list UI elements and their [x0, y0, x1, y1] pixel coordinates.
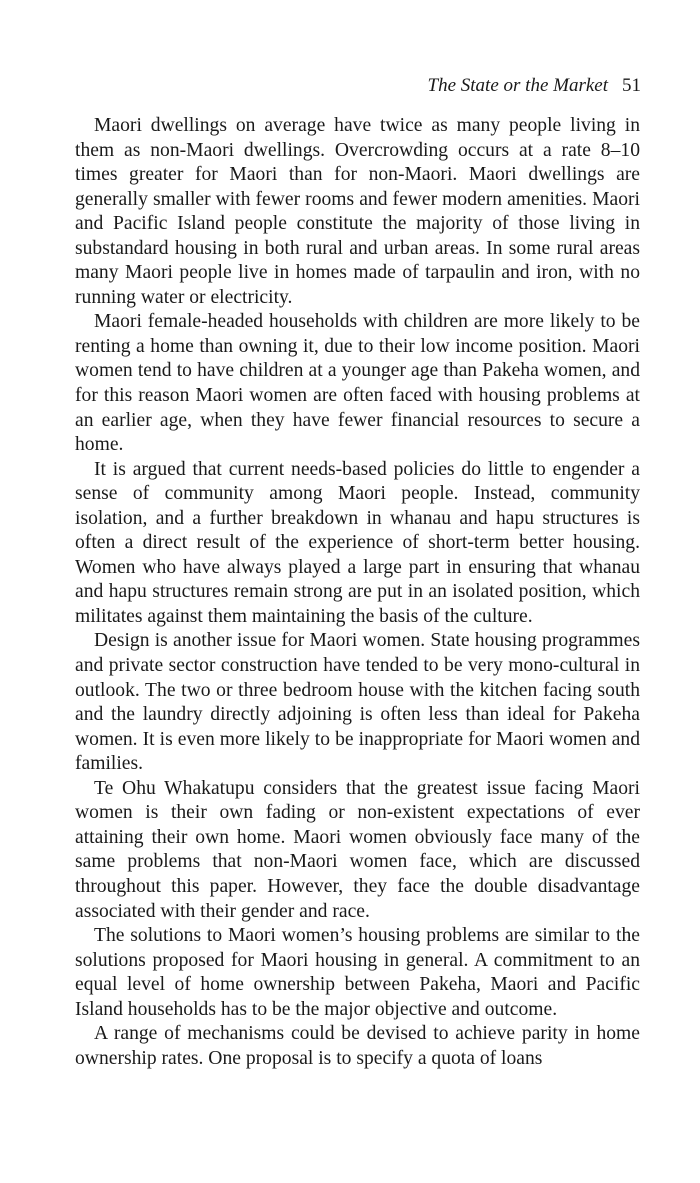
paragraph-5: Te Ohu Whakatupu considers that the greatest issue facing Maori women is their own fading or non-existent expectations of ever attaining their own home. Maori women obviously face many of the same problems that non-Maori women face, which are discussed throughout this paper. However, they face the double disadvantage associated with their gender and race. [75, 777, 640, 922]
page-number: 51 [622, 75, 641, 96]
paragraph-2: Maori female-headed households with children are more likely to be renting a home than owning it, due to their low income position. Maori women tend to have children at a younger age than Pakeha women, and for this reason Maori women are often faced with housing problems at an earlier age, when they have fewer financial resources to secure a home. [75, 311, 640, 456]
running-header [428, 74, 641, 98]
body-text [75, 114, 640, 1071]
paragraph-1: Maori dwellings on average have twice as many people living in them as non-Maori dwellings. Overcrowding occurs at a rate 8–10 times greater for Maori than for non-Maori. Maori dwellings are generally smaller with fewer rooms and fewer modern amenities. Maori and Pacific Island people constitute the majority of those living in substandard housing in both rural and urban areas. In some rural areas many Maori people live in homes made of tarpaulin and iron, with no running water or electricity. [75, 115, 640, 308]
running-title: The State or the Market [427, 75, 608, 96]
paragraph-6: The solutions to Maori women’s housing problems are similar to the solutions proposed for Maori housing in general. A commitment to an equal level of home ownership between Pakeha, Maori and Pacific Island households has to be the major objective and outcome. [75, 925, 640, 1020]
paragraph-7: A range of mechanisms could be devised to achieve parity in home ownership rates. One proposal is to specify a quota of loans [75, 1023, 640, 1069]
paragraph-3: It is argued that current needs-based policies do little to engender a sense of community among Maori people. Instead, community isolation, and a further breakdown in whanau and hapu structures is often a direct result of the experience of short-term better housing. Women who have always played a large part in ensuring that whanau and hapu structures remain strong are put in an isolated position, which militates against them maintaining the basis of the culture. [75, 458, 640, 627]
paragraph-4: Design is another issue for Maori women. State housing programmes and private sector construction have tended to be very mono-cultural in outlook. The two or three bedroom house with the kitchen facing south and the laundry directly adjoining is often less than ideal for Pakeha women. It is even more likely to be inappropriate for Maori women and families. [75, 630, 640, 775]
